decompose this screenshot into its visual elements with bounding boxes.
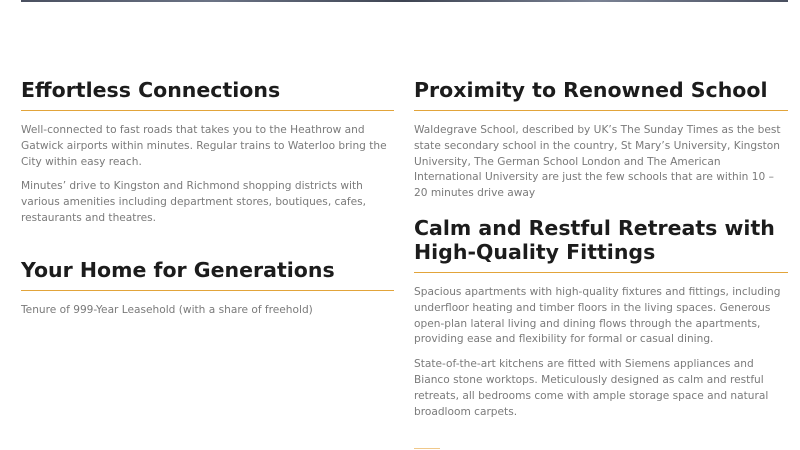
section-heading: Proximity to Renowned School xyxy=(414,78,768,102)
heading-divider xyxy=(414,272,788,273)
section-heading: Effortless Connections xyxy=(21,78,281,102)
section-heading: Calm and Restful Retreats with High-Quality Fittings xyxy=(414,216,775,264)
bottom-accent-line xyxy=(414,448,440,449)
heading-divider xyxy=(414,110,788,111)
section-paragraph: State-of-the-art kitchens are fitted with Siemens appliances and Bianco stone worktops. Meticulously designed as calm and restful retreats, all bedrooms come with ample storage space and natural broadloom carpets. xyxy=(414,358,769,418)
heading-divider xyxy=(21,290,394,291)
section-paragraph: Tenure of 999-Year Leasehold (with a share of freehold) xyxy=(21,304,313,316)
renowned-school-section xyxy=(414,78,788,202)
section-paragraph: Well-connected to fast roads that takes you to the Heathrow and Gatwick airports within minutes. Regular trains to Waterloo bring the City within easy reach. xyxy=(21,124,387,168)
restful-retreats-section xyxy=(414,216,788,420)
home-for-generations-section xyxy=(21,258,394,319)
section-heading: Your Home for Generations xyxy=(21,258,335,282)
section-paragraph: Waldegrave School, described by UK’s The Sunday Times as the best state secondary school in the country, St Mary’s University, Kingston University, The German School London and The American International University are just the few schools that are within 10 – 20 minutes drive away xyxy=(414,124,781,200)
effortless-connections-section xyxy=(21,78,394,227)
section-paragraph: Minutes’ drive to Kingston and Richmond shopping districts with various amenities including department stores, boutiques, cafes, restaurants and theatres. xyxy=(21,180,367,224)
hero-image-bottom-edge xyxy=(21,0,788,2)
section-paragraph: Spacious apartments with high-quality fixtures and fittings, including underfloor heating and timber floors in the living spaces. Generous open-plan lateral living and dining flows through the apartments, providing ease and flexibility for formal or casual dining. xyxy=(414,286,781,346)
heading-divider xyxy=(21,110,394,111)
